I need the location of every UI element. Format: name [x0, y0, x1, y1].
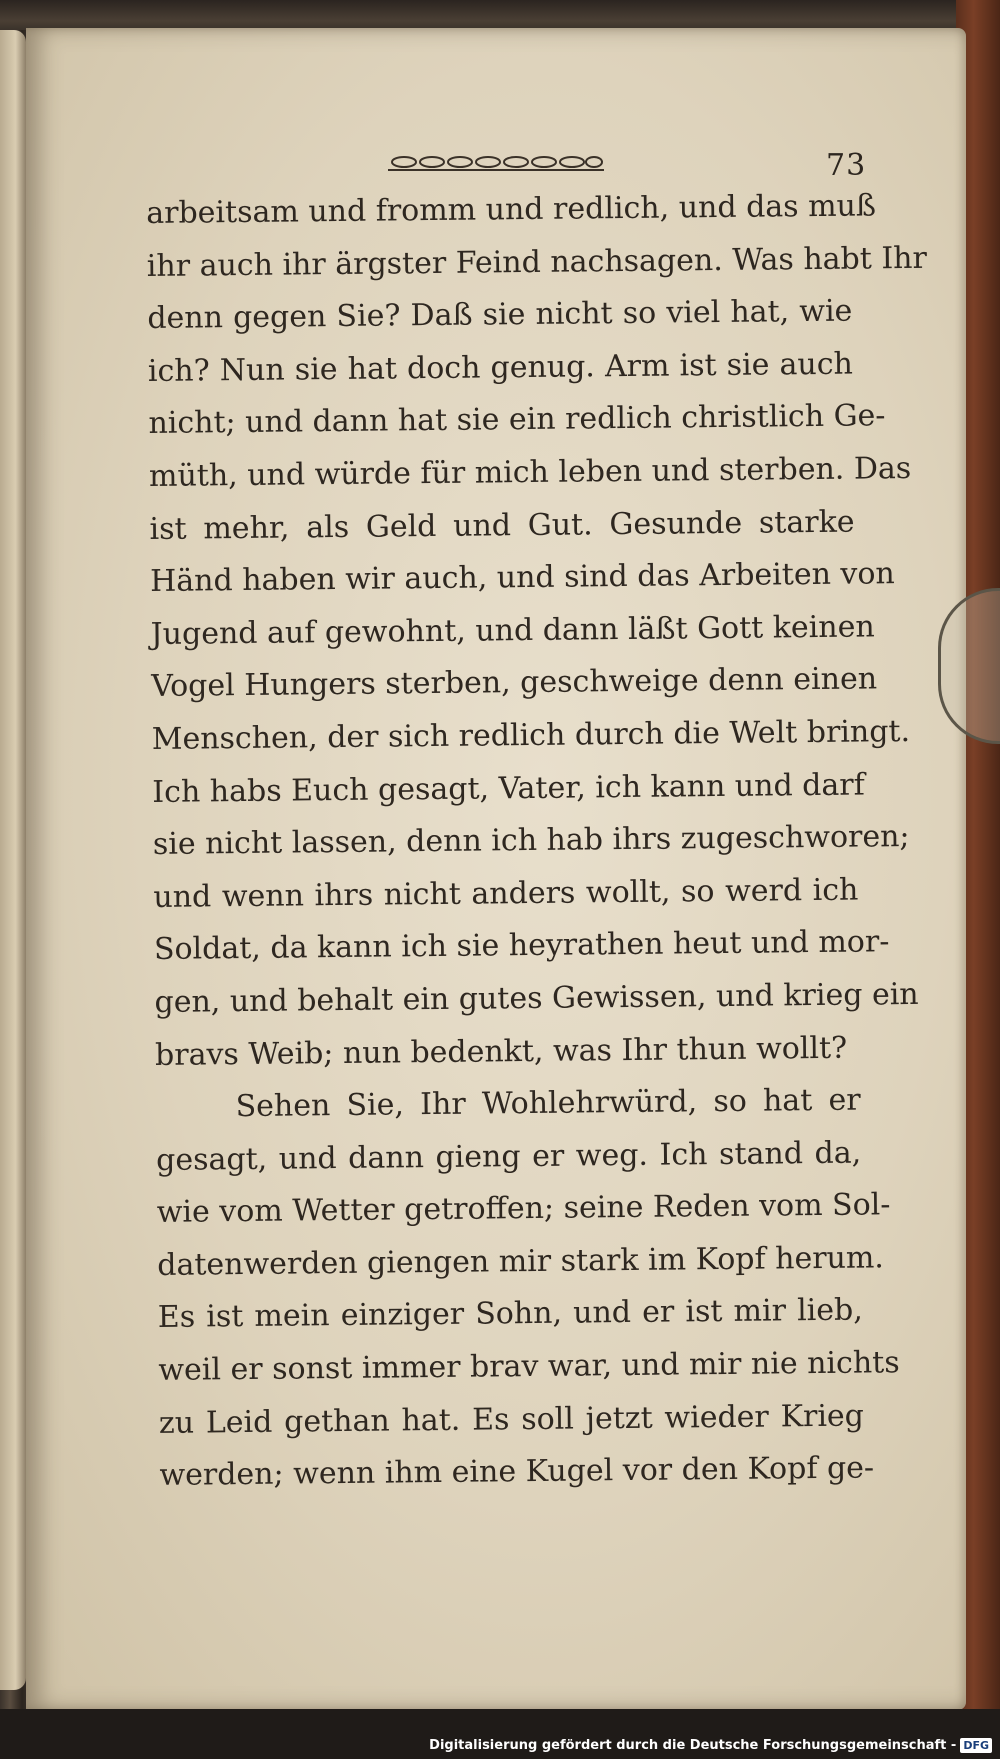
text-line: datenwerden giengen mir stark im Kopf herum. — [157, 1240, 885, 1283]
text-line: Jugend auf gewohnt, und dann läßt Gott keinen — [150, 609, 875, 652]
text-line: Soldat, da kann ich sie heyrathen heut und mor- — [153, 924, 890, 968]
digitization-credit — [429, 1738, 992, 1753]
text-line: sie nicht lassen, denn ich hab ihrs zugeschworen; — [152, 819, 910, 863]
text-line: bravs Weib; nun bedenkt, was Ihr thun wollt? — [154, 1030, 848, 1073]
bookmark-ribbon — [938, 588, 1000, 744]
dfg-logo: DFG — [960, 1738, 992, 1753]
text-line: und wenn ihrs nicht anders wollt, so werd ich — [153, 872, 859, 915]
text-line: müth, und würde für mich leben und sterben. Das — [148, 450, 912, 494]
running-header — [386, 148, 867, 183]
text-line: arbeitsam und fromm und redlich, und das muß — [146, 188, 877, 231]
text-line: Vogel Hungers sterben, geschweige denn einen — [151, 661, 878, 705]
body-text — [146, 181, 928, 1503]
text-line: Sehen Sie, Ihr Wohlehrwürd, so hat er — [235, 1082, 861, 1125]
text-line: nicht; und dann hat sie ein redlich christlich Ge- — [148, 398, 886, 442]
credit-text: Digitalisierung gefördert durch die Deutsche Forschungsgemeinschaft - — [429, 1738, 957, 1753]
facing-page-edge — [0, 30, 26, 1690]
page-number: 73 — [826, 148, 867, 183]
text-line: zu Leid gethan hat. Es soll jetzt wieder Krieg — [158, 1398, 865, 1441]
text-line: weil er sonst immer brav war, und mir nie nichts — [158, 1345, 900, 1388]
book-page — [26, 28, 966, 1710]
top-edge-shadow — [0, 0, 1000, 30]
text-line: ich? Nun sie hat doch genug. Arm ist sie auch — [147, 346, 854, 389]
text-line: Händ haben wir auch, und sind das Arbeiten von — [149, 556, 895, 600]
text-line: werden; wenn ihm eine Kugel vor den Kopf ge- — [159, 1450, 875, 1494]
text-line: Ich habs Euch gesagt, Vater, ich kann und darf — [152, 767, 865, 810]
text-line: ist mehr, als Geld und Gut. Gesunde starke — [149, 504, 855, 547]
text-line: denn gegen Sie? Daß sie nicht so viel hat, wie — [147, 293, 853, 337]
text-line: ihr auch ihr ärgster Feind nachsagen. Was habt Ihr — [146, 240, 928, 284]
text-line: Menschen, der sich redlich durch die Welt bringt. — [151, 713, 911, 757]
text-line: Es ist mein einziger Sohn, und er ist mir lieb, — [157, 1293, 863, 1336]
text-line: gesagt, und dann gieng er weg. Ich stand da, — [155, 1135, 862, 1178]
text-line: gen, und behalt ein gutes Gewissen, und krieg ein — [154, 976, 919, 1020]
header-ornament-icon — [386, 152, 606, 174]
text-line: wie vom Wetter getroffen; seine Reden vom Sol- — [156, 1187, 891, 1231]
